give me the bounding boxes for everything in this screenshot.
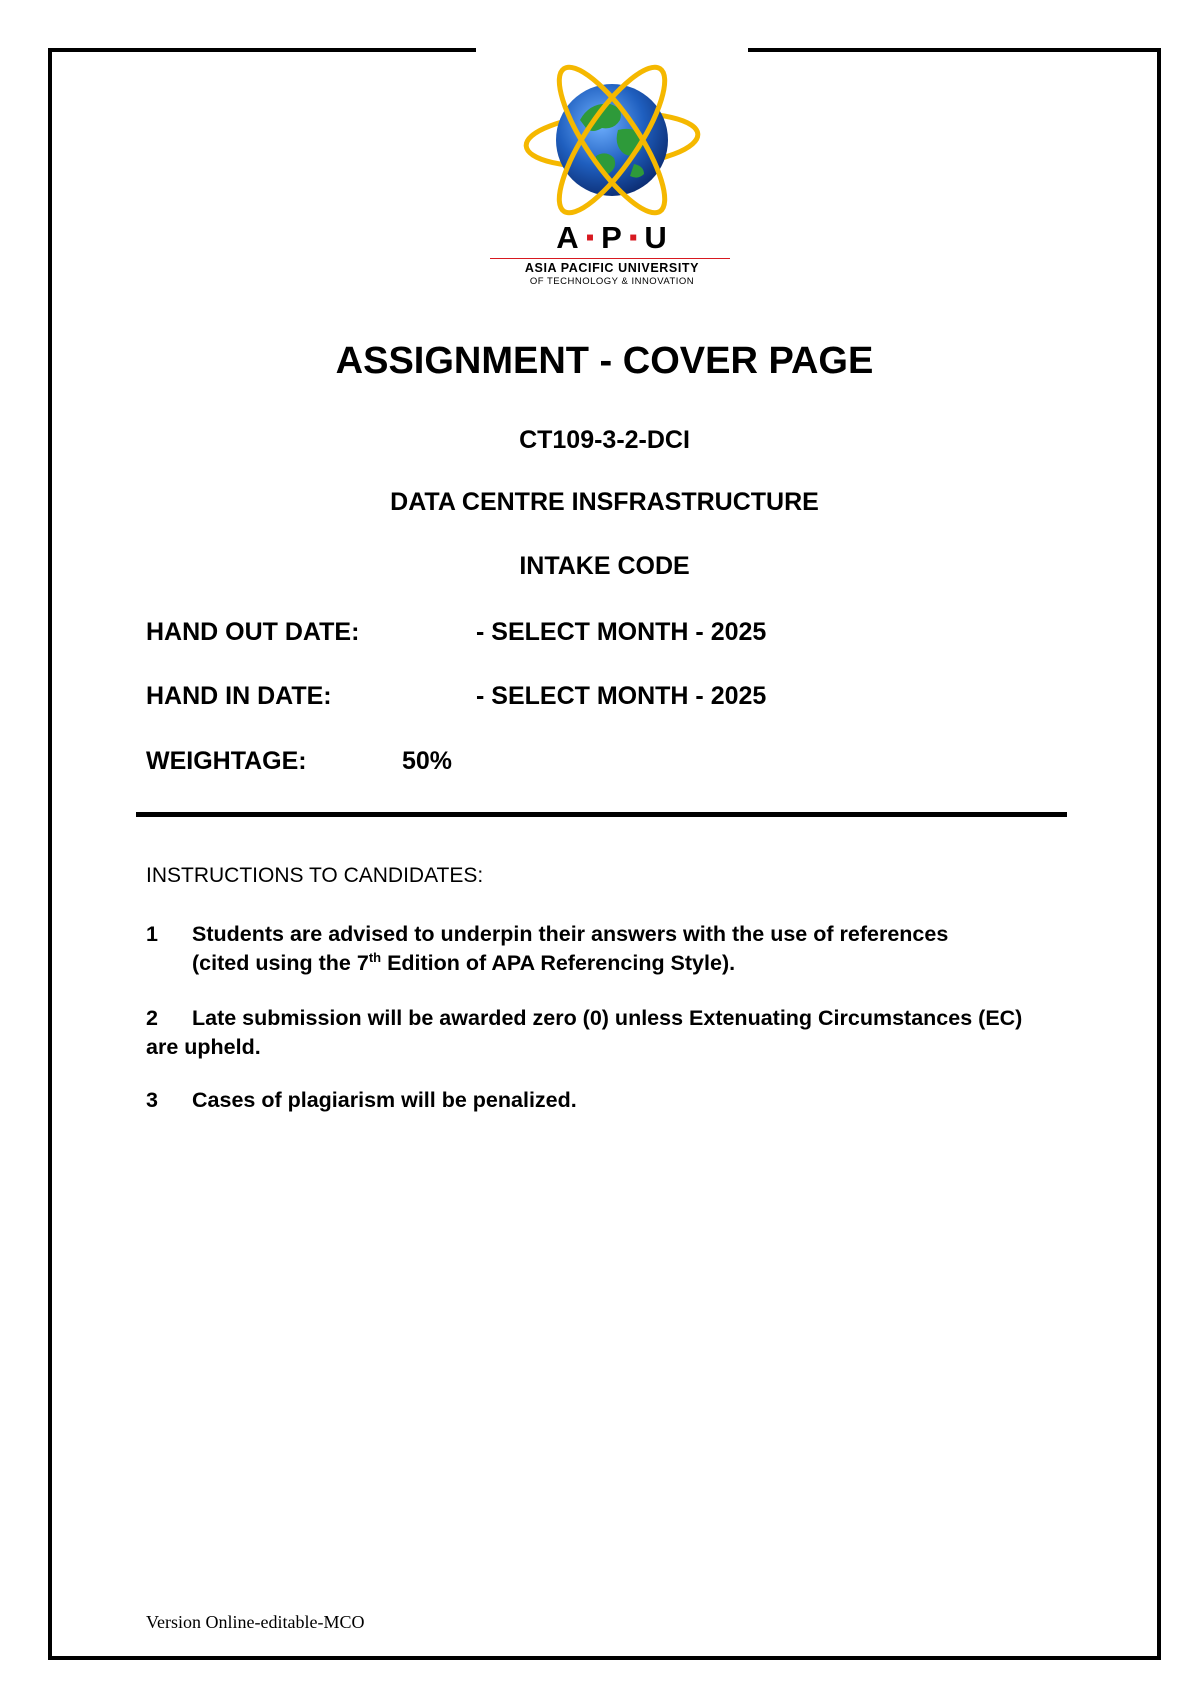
- superscript: th: [368, 949, 382, 965]
- version-footer: Version Online-editable-MCO: [146, 1612, 365, 1632]
- instruction-text-line: Students are advised to underpin their answers with the use of references: [192, 922, 949, 946]
- logo-university-subname: OF TECHNOLOGY & INNOVATION: [529, 276, 695, 287]
- instruction-text: Cases of plagiarism will be penalized.: [192, 1088, 577, 1112]
- logo-dot: ▪: [628, 224, 639, 251]
- logo-letters: [504, 220, 720, 256]
- hand-out-date-label: HAND OUT DATE:: [146, 618, 360, 646]
- instruction-text-line: (cited using the 7: [192, 951, 369, 975]
- instruction-number: 2: [146, 1006, 158, 1030]
- weightage-value: 50%: [402, 747, 453, 775]
- instruction-text: Late submission will be awarded zero (0) unless Extenuating Circumstances (EC) are upheld.: [146, 1006, 1023, 1059]
- logo-letter-a: A: [556, 220, 580, 255]
- logo-dot: ▪: [585, 224, 596, 251]
- hand-in-date-label: HAND IN DATE:: [146, 682, 332, 710]
- logo-letter-p: P: [601, 220, 623, 255]
- frame-bottom: [48, 1656, 1161, 1660]
- page-title: ASSIGNMENT - COVER PAGE: [335, 340, 874, 382]
- instruction-item: [146, 1004, 1046, 1062]
- instruction-number: 3: [146, 1088, 158, 1112]
- section-divider: [136, 812, 1067, 817]
- university-logo: [484, 60, 740, 296]
- instructions-heading: INSTRUCTIONS TO CANDIDATES:: [146, 864, 484, 887]
- hand-out-date-select[interactable]: - SELECT MONTH - 2025: [476, 618, 767, 646]
- instruction-text-line: Edition of APA Referencing Style).: [381, 951, 736, 975]
- hand-in-date-select[interactable]: - SELECT MONTH - 2025: [476, 682, 767, 710]
- instruction-number: 1: [146, 922, 158, 946]
- frame-right: [1157, 48, 1161, 1660]
- globe-orbit-icon: [484, 60, 740, 220]
- logo-university-name: ASIA PACIFIC UNIVERSITY: [524, 261, 700, 275]
- course-name: DATA CENTRE INSFRASTRUCTURE: [390, 488, 819, 516]
- logo-rule: [490, 258, 730, 259]
- logo-letter-u: U: [644, 220, 668, 255]
- weightage-label: WEIGHTAGE:: [146, 747, 307, 775]
- instruction-item: [146, 1086, 1046, 1115]
- instruction-text: [192, 920, 1092, 978]
- intake-code[interactable]: INTAKE CODE: [519, 552, 690, 580]
- frame-top-left: [48, 48, 476, 52]
- frame-left: [48, 48, 52, 1660]
- course-code: CT109-3-2-DCI: [519, 426, 690, 454]
- frame-top-right: [748, 48, 1161, 52]
